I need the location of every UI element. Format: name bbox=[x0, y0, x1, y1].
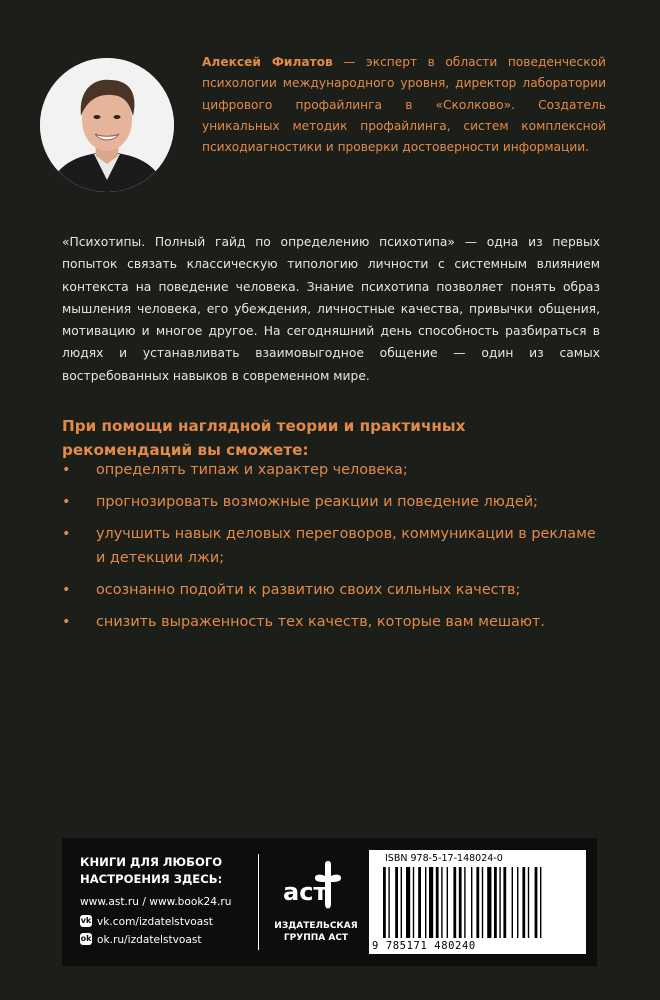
list-item bbox=[62, 610, 602, 634]
list-item-text: осознанно подойти к развитию своих сильных качеств; bbox=[96, 582, 521, 598]
bullet-icon: • bbox=[62, 614, 71, 630]
publisher-name-line2: ГРУППА АСТ bbox=[283, 933, 349, 943]
list-item-text: снизить выраженность тех качеств, которые вам мешают. bbox=[96, 614, 545, 630]
ast-logo-text: аст bbox=[283, 878, 328, 906]
publisher-footer bbox=[62, 838, 597, 966]
list-item-text: прогнозировать возможные реакции и поведение людей; bbox=[96, 494, 538, 510]
footer-title bbox=[80, 854, 222, 888]
author-bio bbox=[202, 52, 606, 158]
ok-link-text[interactable]: ok.ru/izdatelstvoast bbox=[97, 934, 202, 946]
publisher-name bbox=[268, 920, 364, 944]
list-item bbox=[62, 458, 602, 482]
author-photo bbox=[40, 58, 174, 192]
vk-link[interactable] bbox=[80, 915, 213, 929]
ok-icon: ok bbox=[80, 934, 92, 943]
barcode-bars bbox=[369, 850, 586, 954]
bullet-icon: • bbox=[62, 494, 71, 510]
book-description: «Психотипы. Полный гайд по определению психотипа» — одна из первых попыток связать классическую типологию личности с системным влиянием контекста на поведение человека. Знание психотипа позволяет понять образ мышления человека, его убеждения, личностные качества, привычки общения, мотивацию и многое другое. На сегодняшний день способность разбираться в людях и устанавливать взаимовыгодное общение — один из самых востребованных навыков в современном мире. bbox=[62, 235, 600, 383]
barcode-digits: 9 785171 480240 bbox=[372, 940, 476, 952]
footer-divider bbox=[258, 854, 259, 950]
list-item bbox=[62, 578, 602, 602]
list-item-text: определять типаж и характер человека; bbox=[96, 462, 408, 478]
publisher-name-line1: ИЗДАТЕЛЬСКАЯ bbox=[274, 921, 358, 931]
ast-logo-icon bbox=[275, 858, 357, 924]
skills-list bbox=[62, 458, 602, 642]
list-item bbox=[62, 522, 602, 570]
bullet-icon: • bbox=[62, 526, 71, 542]
list-item bbox=[62, 490, 602, 514]
author-name: Алексей Филатов bbox=[202, 55, 333, 69]
footer-title-line2: НАСТРОЕНИЯ ЗДЕСЬ: bbox=[80, 872, 223, 886]
bullet-icon: • bbox=[62, 582, 71, 598]
isbn-barcode bbox=[369, 850, 586, 954]
author-bio-text: — эксперт в области поведенческой психологии международного уровня, директор лаборатории цифрового профайлинга в «Сколково». Создатель уникальных методик профайлинга, систем комплексной психодиагностики и проверки достоверности информации. bbox=[202, 55, 606, 155]
skills-heading: При помощи наглядной теории и практичных рекомендаций вы сможете: bbox=[62, 417, 466, 459]
bullet-icon: • bbox=[62, 462, 71, 478]
website-links[interactable]: www.ast.ru / www.book24.ru bbox=[80, 896, 232, 908]
isbn-label: ISBN 978-5-17-148024-0 bbox=[385, 853, 503, 864]
ok-link[interactable] bbox=[80, 933, 202, 947]
vk-icon: vk bbox=[80, 916, 92, 925]
list-item-text: улучшить навык деловых переговоров, коммуникации в рекламе и детекции лжи; bbox=[96, 526, 596, 566]
footer-title-line1: КНИГИ ДЛЯ ЛЮБОГО bbox=[80, 855, 223, 869]
vk-link-text[interactable]: vk.com/izdatelstvoast bbox=[97, 916, 213, 928]
